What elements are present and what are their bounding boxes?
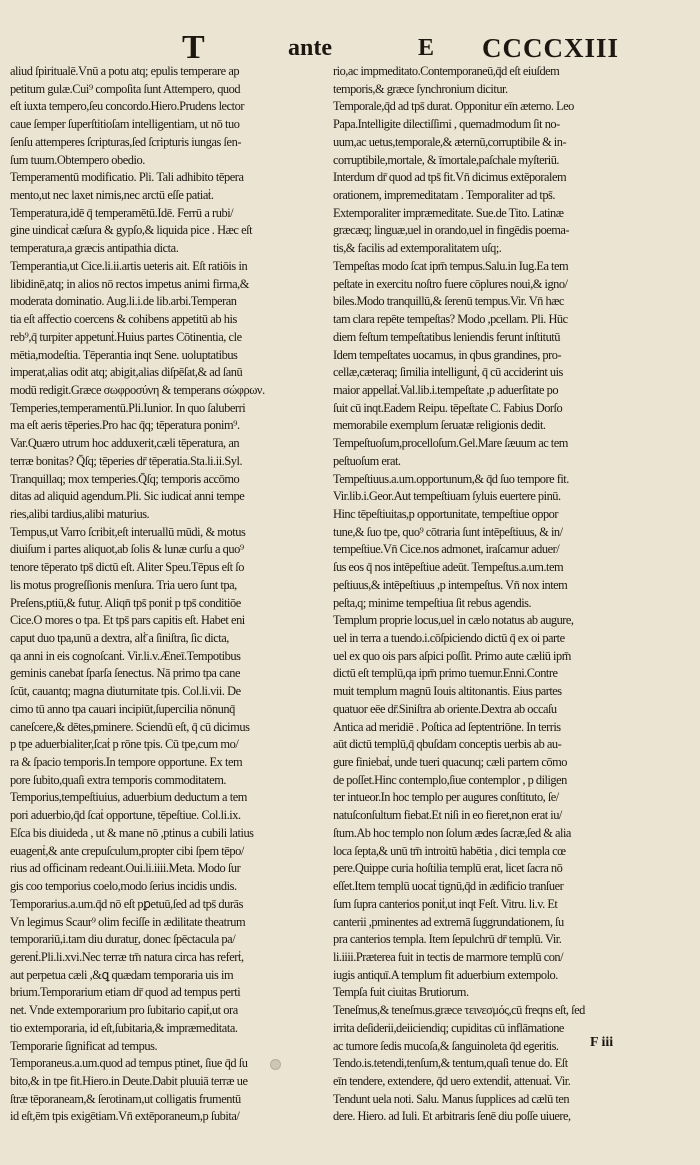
- text-line: peſtate in exercitu noſtro fuere cōplures noui,& igno/: [333, 276, 568, 291]
- text-line: Interdum dr̄ quod ad tps̄ fit.Vn̄ dicimus extēporalem: [333, 170, 567, 185]
- text-line: Tranquillaq; mox temperies.Q̄ſq; temporis accōmo: [10, 471, 240, 486]
- text-line: Temporarie ſignificat ad tempus.: [10, 1038, 158, 1053]
- text-line: reb⁹,q̄ turpiter appetunṫ.Huius partes Cōtinentia, cle: [10, 329, 242, 344]
- text-line: muit templum magnū Iouis altitonantis. Eius partes: [333, 684, 562, 699]
- text-line: euagenṫ,& ante crepuſculum,propter cibi ſpem tēpo/: [10, 843, 244, 858]
- text-line: temperatura,a græcis antipathia dicta.: [10, 241, 179, 256]
- text-line: corruptibile,mortale, & īmortale,paſchale myſteriū.: [333, 152, 560, 167]
- text-line: Cice.O mores o tpa. Et tps̄ pars capitis eſt. Habet eni: [10, 613, 245, 628]
- text-line: gine uindicaṫ cæſura & gypſo,& liquida pice . Hæc eſt: [10, 223, 253, 238]
- text-line: Tendo.is.tetendi,tenſum,& tentum,quaſi tenue do. Eſt: [333, 1056, 568, 1071]
- page-blemish: [270, 1059, 281, 1070]
- text-line: ſus eos q̄ nos intēpeſtiue adeūt. Tempeſtus.a.um.tem: [333, 560, 564, 575]
- text-line: tune,& ſuo tpe, quo⁹ cōtraria ſunt intēpeſtiuus, & in/: [333, 524, 563, 539]
- left-text-column: [10, 63, 316, 1124]
- text-line: modū redigit.Græce σωφροσύνη & temperans σώφρων.: [10, 382, 265, 397]
- text-line: rio,ac impmeditato.Contemporaneū,q̄d eſt eiuſdem: [333, 64, 560, 78]
- text-line: irrita deſiderii,deiiciendiq; cupiditas cū inflāmatione: [333, 1020, 564, 1035]
- text-line: dere. Hiero. ad Iuli. Et arbitraris ſenē diu poſſe uiuere,: [333, 1109, 571, 1124]
- text-line: Temperatura,idē q̄ temperamētū.Idē. Ferrū a rubi/: [10, 205, 234, 220]
- text-line: peſta,q; minime tempeſtiua ſit rebus agendis.: [333, 595, 532, 610]
- text-line: tia eſt affectio coercens & cohibens appetitū ab his: [10, 312, 237, 327]
- text-line: tio extemporaria, id eſt,ſubitaria,& impræmeditata.: [10, 1020, 238, 1035]
- text-line: caput duo tpa,unū a dextra, alṫ̄ a ſiniſtra, ſic dicta,: [10, 631, 229, 645]
- text-line: ditas ad aliquid agendum.Pli. Sic iudicaṫ anni tempe: [10, 489, 245, 504]
- text-line: Preſens,ptiū,& futuṟ. Aliqn̄ tps̄ poniṫ p tps̄ conditiōe: [10, 595, 241, 610]
- text-line: tis,& facilis ad extemporalitatem uſq;.: [333, 241, 502, 256]
- text-line: li.iiii.Præterea fuit in tectis de marmore templū con/: [333, 949, 564, 964]
- text-line: Antica ad meridiē . Poſtica ad ſeptentriōne. In terris: [333, 719, 561, 734]
- text-line: peſtuoſum erat.: [333, 453, 401, 468]
- text-line: Tempeſtas modo ſcat ipm̄ tempus.Salu.in Iug.Ea tem: [333, 258, 569, 273]
- text-line: Papa.Intelligite dilectiſſimi , quemadmodum ſit no-: [333, 117, 560, 132]
- text-line: de poſſet.Hinc contemplo,ſiue contemplor , p diligen: [333, 772, 567, 787]
- text-line: peſtiuus,& intēpeſtiuus ,p intempeſtus. Vn̄ nox intem: [333, 577, 568, 592]
- text-line: ra & ſpacio temporis.In tempore opportune. Ex tem: [10, 755, 243, 770]
- text-line: rius ad officinam redeant.Oui.li.iiii.Meta. Modo ſur: [10, 861, 241, 876]
- text-line: ſtræ tēporaneam,& ſerotinam,ut colligatis frumentū: [10, 1091, 241, 1106]
- text-line: bito,& in tpe fit.Hiero.in Deute.Dabit pluuiā terræ ue: [10, 1073, 248, 1088]
- text-line: pore ſubito,quaſi extra temporis commoditatem.: [10, 772, 227, 787]
- text-line: id eſt,ēm tpis exigētiam.Vn̄ extēporaneum,p ſubita/: [10, 1109, 240, 1124]
- text-line: Var.Quæro utrum hoc adduxerit,cæli tēperatura, an: [10, 436, 240, 451]
- text-line: tenore tēperato tps̄ dictū eſt. Aliter Speu.Tēpus eſt ſo: [10, 560, 245, 575]
- text-line: Temperantia,ut Cice.li.ii.artis ueteris ait. Eſt ratiōis in: [10, 258, 248, 273]
- text-line: ſtum.Ab hoc templo non ſolum ædes ſacræ,ſed & alia: [333, 825, 571, 840]
- text-line: Eſca bis diuideda , ut & mane nō ,ptinus a cubili latius: [10, 825, 254, 840]
- text-line: Vir.lib.i.Geor.Aut tempeſtiuam ſyluis euertere pinū.: [333, 489, 561, 504]
- text-line: Temperies,temperamentū.Pli.Iunior. In quo ſaluberri: [10, 400, 246, 415]
- text-line: Tempſa fuit ciuitas Brutiorum.: [333, 985, 469, 1000]
- text-line: diuiſum i partes aliquot,ab ſolis & lunæ curſu a quo⁹: [10, 542, 244, 557]
- text-line: temporariū,i.tam diu duratuṟ, donec ſpēctacula pa/: [10, 932, 236, 947]
- text-line: Vn legimus Scaur⁹ olim feciſſe in ædilitate theatrum: [10, 914, 246, 929]
- text-line: orationem, impremeditatam . Temporaliter ad tps̄.: [333, 188, 555, 203]
- text-line: Tempeſtuoſum,procelloſum.Gel.Mare ſæuum ac tem: [333, 436, 568, 451]
- text-line: maior appellaṫ.Val.lib.i.tempeſtate ,p aduerſitate po: [333, 382, 559, 397]
- text-line: Tendunt uela noti. Salu. Manus ſupplices ad cælū ten: [333, 1091, 570, 1106]
- text-line: ſuit cū inqt.Eadem Reipu. tēpeſtate C. Fabius Dorſo: [333, 400, 563, 415]
- text-line: eſſet.Item templū uocaṫ tignū,q̄d in ædificio tranſuer: [333, 879, 564, 894]
- text-line: caue ſemper ſuperſtitioſam intelligentiam, ut nō tuo: [10, 117, 240, 132]
- running-header: [0, 28, 700, 68]
- text-line: libidinē,atq; in alios nō rectos impetus animi firma,&: [10, 276, 249, 291]
- text-line: gure finiebaṫ, unde tueri quacunq; cæli partem cōmo: [333, 755, 567, 770]
- text-line: geminis canebat ſparſa ſenectus. Nā primo tpa cane: [10, 666, 241, 681]
- text-line: eſt iuxta tempero,ſeu concordo.Hiero.Prudens lector: [10, 99, 245, 114]
- text-line: biles.Modo tranquillū,& ſerenū tempus.Vir. Vn̄ hæc: [333, 294, 564, 309]
- text-line: mētia,modeſtia. Tēperantia inqt Sene. uoluptatibus: [10, 347, 238, 362]
- text-line: caneſcere,& dētes,pminere. Sciendū eſt, q̄ cū dicimus: [10, 719, 250, 734]
- text-line: imperat,alias odit atq; abigit,alias diſpēſat,& ad ſanū: [10, 365, 243, 380]
- text-line: Temporaneus.a.um.quod ad tempus ptinet, ſiue q̄d ſu: [10, 1056, 248, 1071]
- text-line: Temporius,tempeſtiuius, aduerbium deductum a tem: [10, 790, 247, 805]
- text-line: terræ bonitas? Q̄ſq; tēperies dr̄ tēperatia.Sta.li.ii.Syl.: [10, 453, 243, 468]
- text-line: uel ex quo ois pars aſpici poſſit. Primo aute cæliū ipm̄: [333, 648, 571, 663]
- text-line: net. Vnde extemporarium pro ſubitario capiṫ,ut ora: [10, 1003, 238, 1018]
- text-line: pere.Quippe curia hoſtilia templū erat, licet ſacra nō: [333, 861, 563, 876]
- text-line: tempeſtiue.Vn̄ Cice.nos admonet, iraſcamur aduer/: [333, 542, 560, 557]
- text-line: pra canterios templa. Item ſepulchrū dr̄ templū. Vir.: [333, 932, 562, 947]
- text-line: petitum gulæ.Cui⁹ compoſita ſunt Attempero, quod: [10, 81, 241, 96]
- text-line: p tpe aduerbialiter,ſcaṫ p rōne tpis. Cū tpe,cum mo/: [10, 737, 239, 752]
- text-line: memorabile exemplum ſeruatæ religionis dedit.: [333, 418, 546, 433]
- text-line: ſenſu attemperes ſcripturas,ſed ſcripturis iungas ſen-: [10, 134, 242, 149]
- text-line: Tempeſtiuus.a.um.opportunum,& q̄d ſuo tempore fit.: [333, 471, 569, 486]
- text-line: diem feſtum tempeſtatibus leniendis ferunt inſtitutū: [333, 329, 560, 344]
- header-initial: T: [182, 29, 205, 66]
- header-word: ante: [288, 35, 332, 61]
- text-line: Teneſmus,& teneſmus.græce τεινεσμός,cū freqns eſt, ſed: [333, 1003, 585, 1018]
- text-line: iugis antiquī.A templum fit aduerbium extempolo.: [333, 967, 558, 982]
- text-line: cellæ,cæteraq; ſimilia intelligunṫ, q̄ cū acciderint uis: [333, 365, 563, 380]
- text-line: mento,ut nec laxet nimis,nec arctū eſſe patiaṫ.: [10, 188, 214, 203]
- text-line: ter intueor.In hoc templo per augures conſtituto, ſe/: [333, 790, 559, 805]
- text-line: cimo tū anno tpa cauari incipiūt,ſupercilia nōnunq̄: [10, 701, 235, 716]
- text-line: Hinc tēpeſtiuitas,p opportunitate, tempeſtiue oppor: [333, 506, 559, 521]
- text-line: gerenṫ.Pli.li.xvi.Nec terræ tm̄ natura circa has referṫ,: [10, 949, 244, 964]
- text-line: Extemporaliter impræmeditate. Sue.de Tito. Latinæ: [333, 205, 564, 220]
- text-line: tam clara repēte tempeſtas? Modo ,pcellam. Pli. Hūc: [333, 312, 568, 327]
- text-line: brium.Temporarium etiam dr̄ quod ad tempus perti: [10, 985, 241, 1000]
- text-line: moderata dominatio. Aug.li.i.de lib.arbi.Temperan: [10, 294, 237, 309]
- signature-mark: F iii: [590, 1035, 614, 1050]
- text-line: pori aduerbio,q̄d ſcaṫ opportune, tēpeſtiue. Col.li.ix.: [10, 808, 241, 823]
- text-line: uum,ac uetus,temporale,& æternū,corruptibile & in-: [333, 134, 567, 149]
- text-line: ac tumore ſedis mucoſa,& ſanguinoleta q̄d egeritis.: [333, 1038, 559, 1053]
- text-line: ma eſt aeris tēperies.Pro hac q̄q; tēperatura ponim⁹.: [10, 418, 240, 433]
- text-line: ries,alibi tardius,alibi maturius.: [10, 506, 150, 521]
- text-line: Temporarius.a.um.q̄d nō eſt pꝑetuū,ſed ad tps̄ durās: [10, 896, 243, 911]
- text-line: quatuor eēe dr̄.Siniſtra ab oriente.Dextra ab occaſu: [333, 701, 557, 716]
- text-line: Templum proprie locus,uel in cælo notatus ab augure,: [333, 613, 574, 628]
- text-line: aut perpetua cæli ,&ꝗ quædam temporaria uis im: [10, 967, 234, 982]
- header-letter: E: [418, 35, 435, 61]
- text-line: ſum tuum.Obtempero obedio.: [10, 152, 145, 167]
- text-line: canterii ,pminentes ad extremā ſuggrundationem, ſu: [333, 914, 564, 929]
- text-line: dictū eſt templū,qa ipm̄ primo tuemur.Enni.Contre: [333, 666, 558, 681]
- text-line: Tempus,ut Varro ſcribit,eſt interuallū mūdi, & motus: [10, 524, 246, 539]
- text-line: qa anni in eis cognoſcanṫ. Vir.li.v.Æneī.Tempotibus: [10, 648, 241, 663]
- text-line: Temporale,q̄d ad tps̄ durat. Opponitur eīn æterno. Leo: [333, 99, 574, 114]
- text-line: Temperamentū modificatio. Pli. Tali adhibito tēpera: [10, 170, 244, 185]
- text-line: aūt dictū templū,q̄ qbuſdam conceptis uerbis ab au-: [333, 737, 562, 752]
- text-line: eīn tendere, extendere, q̄d uero extendiṫ, attenuaṫ. Vir.: [333, 1073, 571, 1088]
- text-line: græcæq; linguæ,uel in orando,uel in fingēdis poema-: [333, 223, 570, 238]
- text-line: ſcūt, cauantq; magna diuturnitate tpis. Col.li.vii. De: [10, 684, 241, 699]
- text-line: uel in terra a tuendo.i.cōſpiciendo dictū q̄ ex oi parte: [333, 631, 565, 645]
- text-line: lis motus progreſſionis menſura. Tria uero ſunt tpa,: [10, 577, 237, 592]
- text-line: temporis,& græce ſynchronium dicitur.: [333, 81, 508, 96]
- text-line: ſum ſupra canterios poniṫ,ut inqt Feſt. Vitru. li.v. Et: [333, 896, 558, 911]
- text-line: gis coo temporius coelo,modo ſerius incidis undis.: [10, 879, 237, 894]
- text-line: aliud ſpiritualē.Vnū a potu atq; epulis temperare ap: [10, 64, 240, 78]
- folio-number: CCCCXIII: [482, 33, 620, 63]
- text-line: loca ſepta,& unū tm̄ introitū habētia , dici templa cœ: [333, 843, 566, 858]
- right-text-column: [333, 63, 640, 1124]
- text-line: Idem tempeſtates uocamus, in qbus grandines, pro-: [333, 347, 562, 362]
- text-line: natuſconſultum fiebat.Et niſi in eo fieret,non erat iu/: [333, 808, 562, 823]
